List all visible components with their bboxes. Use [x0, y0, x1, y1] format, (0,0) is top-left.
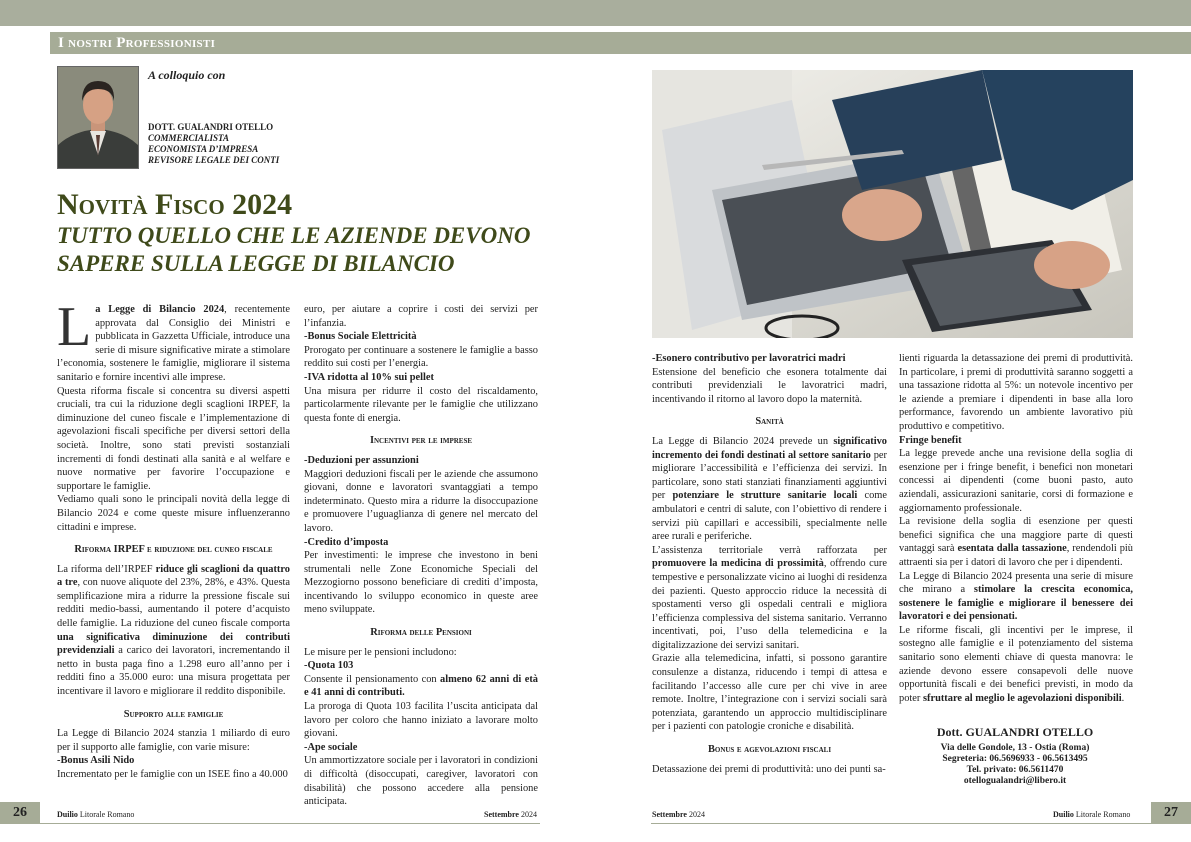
paragraph [57, 296, 290, 385]
article-subtitle-line: SAPERE SULLA LEGGE DI BILANCIO [57, 251, 455, 276]
subheading: -Quota 103 [304, 660, 354, 672]
section-heading: Riforma delle Pensioni [370, 627, 472, 639]
magazine-subtitle: Litorale Romano [77, 810, 135, 819]
text: La revisione della soglia di esenzione per questi benefici significa che una maggiore parte di questi vantaggi sarà [899, 516, 1133, 555]
subheading: Fringe benefit [899, 434, 962, 446]
page-number-right: 27 [1151, 802, 1191, 824]
paragraph: Vediamo quali sono le principali novità della legge di Bilancio 2024 e come queste misure influenzeranno cittadini e imprese. [57, 494, 290, 533]
date-year: 2024 [686, 810, 705, 819]
paragraph [652, 544, 887, 653]
footer-magazine-left [57, 810, 134, 819]
signature-phone: Segreteria: 06.5696933 - 06.5613495 [942, 754, 1088, 764]
interview-intro: A colloquio con [148, 68, 226, 82]
text: per migliorare l’accessibilità e l’efficienza dei servizi. In particolare, sono stati stanziati finanziamenti aggiuntivi per [652, 449, 887, 502]
author-role: COMMERCIALISTA [148, 133, 230, 143]
text: La riforma dell’IRPEF [57, 563, 156, 575]
article-column-2 [304, 303, 538, 809]
section-heading: Incentivi per le imprese [369, 435, 473, 447]
magazine-name: Duilio [1053, 810, 1074, 819]
text: , rendendoli più attraenti sia per i datori di lavoro che per i dipendenti. [899, 543, 1133, 568]
paragraph [899, 624, 1133, 706]
subheading: -Esonero contributivo per lavoratrici madri [652, 353, 846, 364]
bold-text: sfruttare al meglio le agevolazioni disponibili [922, 692, 1122, 704]
paragraph [652, 435, 887, 544]
article-subtitle-line: TUTTO QUELLO CHE LE AZIENDE DEVONO [57, 223, 531, 248]
subheading: -Bonus Asili Nido [57, 755, 135, 767]
top-band [0, 0, 1191, 26]
paragraph: Per investimenti: le imprese che investono in beni strumentali nelle Zone Economiche Speciali del Mezzogiorno possono beneficiare di crediti d’imposta, incentivando lo sviluppo economico in queste aree meno sviluppate. [304, 550, 538, 616]
paragraph: Estensione del beneficio che esonera totalmente dai contributi previdenziali le lavoratrici madri, incentivando il ritorno al lavoro dopo la maternità. [652, 366, 887, 405]
paragraph [57, 563, 290, 699]
text: , con nuove aliquote del 23%, 28%, e 43%. Questa semplificazione mira a ridurre la pressione fiscale sui redditi medio-bassi, aumentando il potere d’acquisto delle famiglie. La riduzione del cuneo fiscale comporta [57, 577, 290, 630]
bold-text: almeno 62 anni di età e 41 anni di contributi. [304, 673, 538, 699]
paragraph: Grazie alla telemedicina, infatti, si possono garantire consulenze a distanza, riducendo i tempi di attesa e facilitando l’accesso alle cure per chi vive in aree remote. Inoltre, l’integrazione con i servizi sociali sarà potenziata, garantendo un approccio multidisciplinare per i pazienti con patologie croniche e disabilità. [652, 653, 887, 733]
page-number-left: 26 [0, 802, 40, 824]
author-role: REVISORE LEGALE DEI CONTI [148, 155, 280, 165]
article-column-3 [652, 352, 887, 776]
text: , recentemente approvata dal Consiglio dei Ministri e pubblicata in Gazzetta Ufficiale, introduce una serie di misure significative mirate a stimolare l’economia, sostenere le famiglie, migliorare il sistema sanitario e fornire incentivi alle imprese. [57, 304, 290, 383]
author-role: ECONOMISTA D’IMPRESA [148, 144, 259, 154]
text: Le riforme fiscali, gli incentivi per le imprese, il sostegno alle famiglie e il potenziamento del sistema sanitario sono elementi chiave di questa manovra: le aziende devono essere consapevoli delle nuove opportunità fiscali e dei benefici previsti, in modo da poter [899, 624, 1133, 704]
paragraph [899, 515, 1133, 569]
paragraph: Incrementato per le famiglie con un ISEE fino a 40.000 [57, 769, 288, 780]
section-label: I nostri Professionisti [58, 35, 216, 51]
date-year: 2024 [518, 810, 537, 819]
paragraph: Maggiori deduzioni fiscali per le aziende che assumono giovani, donne e lavoratori svantaggiati a tempo indeterminato. Questo mira a ridurre la disoccupazione e promuovere l’uguaglianza di genere nel mercato del lavoro. [304, 468, 538, 534]
headline [57, 188, 530, 278]
paragraph: Una misura per ridurre il costo del riscaldamento, particolarmente rilevante per le famiglie che utilizzano questa fonte di energia. [304, 385, 538, 424]
signature-name: Dott. GUALANDRI OTELLO [936, 725, 1094, 739]
text: Consente il pensionamento con [304, 673, 441, 685]
paragraph: Le misure per le pensioni includono: [304, 646, 457, 658]
author-block [148, 122, 279, 166]
bold-text: una significativa diminuzione dei contributi previdenziali [57, 631, 290, 657]
drop-cap: L [57, 296, 92, 358]
paragraph: Detassazione dei premi di produttività: uno dei punti sa- [652, 763, 886, 775]
section-heading: Bonus e agevolazioni fiscali [707, 744, 832, 756]
bold-text: stimolare la crescita economica, sostenere le famiglie e migliorare il benessere dei lavoratori e dei pensionati. [899, 584, 1133, 623]
date-month: Settembre [484, 810, 519, 819]
text: La Legge di Bilancio 2024 presenta una serie di misure che mirano a [899, 570, 1133, 596]
paragraph: euro, per aiutare a coprire i costi dei servizi per l’infanzia. [304, 304, 538, 329]
text: La Legge di Bilancio 2024 prevede un [652, 435, 834, 447]
subheading: -Deduzioni per assunzioni [304, 454, 419, 466]
footer-magazine-right [1053, 810, 1130, 819]
paragraph [304, 673, 538, 700]
subheading: -Bonus Sociale Elettricità [304, 331, 417, 343]
text: a carico dei lavoratori, incrementando il netto in busta paga fino a 1.298 euro all’anno per i redditi fino a 35.000 euro: una misura progettata per incentivare il lavoro e migliorare il reddito disponibile. [57, 645, 290, 698]
subheading: -Ape sociale [304, 741, 358, 753]
paragraph: La legge prevede anche una revisione della soglia di esenzione per i fringe benefit, i benefici non monetari concessi ai dipendenti (come buoni pasto, auto aziendali, assicurazioni sanitarie, corsi di formazione e aggiornamento professionale. [899, 448, 1133, 514]
text: . [1121, 692, 1125, 704]
section-heading: Riforma IRPEF e riduzione del cuneo fiscale [74, 544, 273, 556]
footer-rule [651, 823, 1151, 824]
magazine-name: Duilio [57, 810, 78, 819]
signature-address: Via delle Gondole, 13 - Ostia (Roma) [940, 743, 1090, 753]
signature-private-phone: Tel. privato: 06.5611470 [966, 765, 1064, 775]
footer-date-left [484, 810, 537, 819]
paragraph [899, 570, 1133, 624]
author-portrait [57, 66, 139, 169]
text: come ambulatori e centri di salute, con l’obiettivo di rendere i servizi più capillari e accessibili, specialmente nelle aree rurali e periferiche. [652, 490, 887, 543]
bold-text: significativo incremento dei fondi destinati al settore sanitario [652, 435, 887, 461]
section-heading: Sanità [755, 416, 784, 428]
article-column-1 [57, 296, 290, 782]
bold-text: riduce gli scaglioni da quattro a tre [57, 563, 290, 589]
bold-text: promuovere la medicina di prossimità [652, 558, 824, 570]
text: L’assistenza territoriale verrà rafforzata per [652, 544, 887, 556]
footer-date-right [652, 810, 705, 819]
paragraph: Un ammortizzatore sociale per i lavoratori in condizioni di difficoltà (disoccupati, caregiver, lavoratori con disabilità) che possono accedere alla pensione anticipata. [304, 755, 538, 808]
signature-email[interactable]: otellogualandri@libero.it [963, 776, 1067, 786]
bold-text: potenziare le strutture sanitarie locali [672, 490, 858, 502]
date-month: Settembre [652, 810, 687, 819]
paragraph: La proroga di Quota 103 facilita l’uscita anticipata dal lavoro per coloro che hanno iniziato a lavorare molto giovani. [304, 701, 538, 740]
paragraph: Prorogato per continuare a sostenere le famiglie a basso reddito sui costi per l’energia. [304, 344, 538, 370]
text: , offrendo cure tempestive e personalizzate vicino ai luoghi di residenza dei pazienti. Questo approccio riduce la necessità di spostamenti verso gli ospedali centrali e migliora l’efficienza complessiva del sistema sanitario. Verranno incentivati, poi, l’uso della telemedicina e la digitalizzazione dei servizi sanitari. [652, 558, 887, 651]
magazine-subtitle: Litorale Romano [1073, 810, 1131, 819]
section-heading: Supporto alle famiglie [123, 708, 224, 720]
signature-block [870, 727, 1160, 787]
article-column-4 [899, 352, 1133, 705]
footer-rule [40, 823, 540, 824]
article-title: Novità Fisco 2024 [57, 188, 293, 221]
subheading: -IVA ridotta al 10% sui pellet [304, 371, 434, 383]
section-bar [50, 32, 1191, 54]
paragraph: La Legge di Bilancio 2024 stanzia 1 miliardo di euro per il supporto alle famiglie, con varie misure: [57, 728, 290, 753]
bold-text: esentata dalla tassazione [957, 543, 1067, 555]
paragraph: lienti riguarda la detassazione dei premi di produttività. In particolare, i premi di produttività saranno soggetti a una tassazione ridotta al 5%: un notevole incentivo per le aziende a premiare i dipendenti in base alla loro performance, favorendo un ambiente lavorativo più produttivo e competitivo. [899, 353, 1133, 432]
laptop-calculator-photo [652, 70, 1133, 338]
bold-text: a Legge di Bilancio 2024 [95, 304, 225, 315]
subheading: -Credito d’imposta [304, 536, 389, 548]
author-name: DOTT. GUALANDRI OTELLO [148, 122, 274, 132]
paragraph: Questa riforma fiscale si concentra su diversi aspetti cruciali, tra cui la riduzione degli scaglioni IRPEF, la diminuzione del cuneo fiscale e l’implementazione di agevolazioni fiscali specifiche per diversi settori della società. Inoltre, sono stati previsti sostanziali incrementi di fondi destinati alla sanità e al welfare e nuove normative per favorire l’occupazione e supportare le famiglie. [57, 385, 290, 492]
